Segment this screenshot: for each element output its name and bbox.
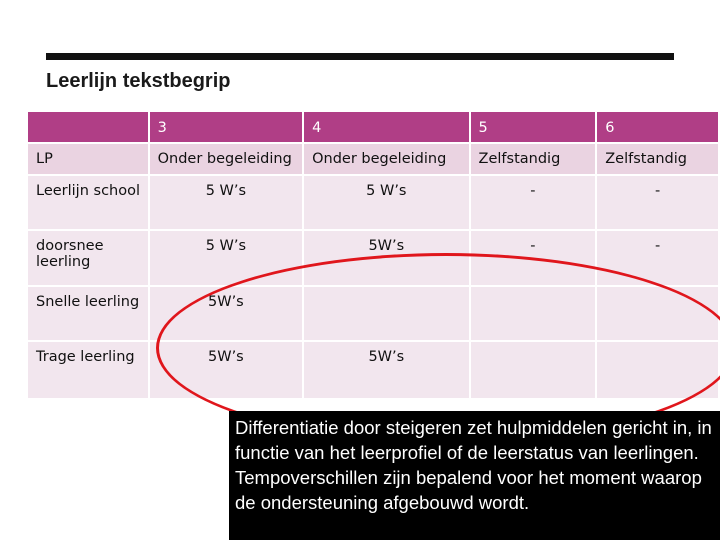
table-row: [27, 175, 719, 230]
table-cell: [303, 286, 469, 341]
table-cell: -: [596, 230, 719, 286]
slide-title: Leerlijn tekstbegrip: [46, 70, 231, 92]
table-cell: [596, 341, 719, 399]
table-cell: -: [470, 175, 597, 230]
table-subheader-row: [27, 143, 719, 175]
header-cell: 3: [149, 111, 304, 143]
row-label: Trage leerling: [27, 341, 149, 399]
table-cell: 5W’s: [149, 286, 304, 341]
table-cell: 5W’s: [303, 341, 469, 399]
table-cell: 5 W’s: [149, 175, 304, 230]
note-box: [229, 411, 720, 540]
table-cell: 5W’s: [149, 341, 304, 399]
header-cell: 6: [596, 111, 719, 143]
table-cell: [470, 341, 597, 399]
header-cell: 4: [303, 111, 469, 143]
header-cell: 5: [470, 111, 597, 143]
table-cell: 5 W’s: [149, 230, 304, 286]
table-header-row: [27, 111, 719, 143]
row-label: doorsnee leerling: [27, 230, 149, 286]
subheader-cell: Zelfstandig: [596, 143, 719, 175]
table-cell: -: [596, 175, 719, 230]
table-cell: 5 W’s: [303, 175, 469, 230]
row-label: Snelle leerling: [27, 286, 149, 341]
table-row: [27, 341, 719, 399]
table-cell: 5W’s: [303, 230, 469, 286]
subheader-cell: Onder begeleiding: [149, 143, 304, 175]
table-row: [27, 230, 719, 286]
row-label: LP: [27, 143, 149, 175]
leerlijn-table: [26, 110, 720, 400]
title-rule: [46, 53, 674, 60]
table-cell: [470, 286, 597, 341]
table-cell: [596, 286, 719, 341]
table-cell: -: [470, 230, 597, 286]
subheader-cell: Zelfstandig: [470, 143, 597, 175]
row-label: Leerlijn school: [27, 175, 149, 230]
note-text: Differentiatie door steigeren zet hulpmiddelen gericht in, in functie van het leerprofiel of de leerstatus van leerlingen. Tempoverschillen zijn bepalend voor het moment waarop de ondersteuning afgebouwd wordt.: [235, 417, 712, 513]
header-cell: [27, 111, 149, 143]
table-row: [27, 286, 719, 341]
subheader-cell: Onder begeleiding: [303, 143, 469, 175]
